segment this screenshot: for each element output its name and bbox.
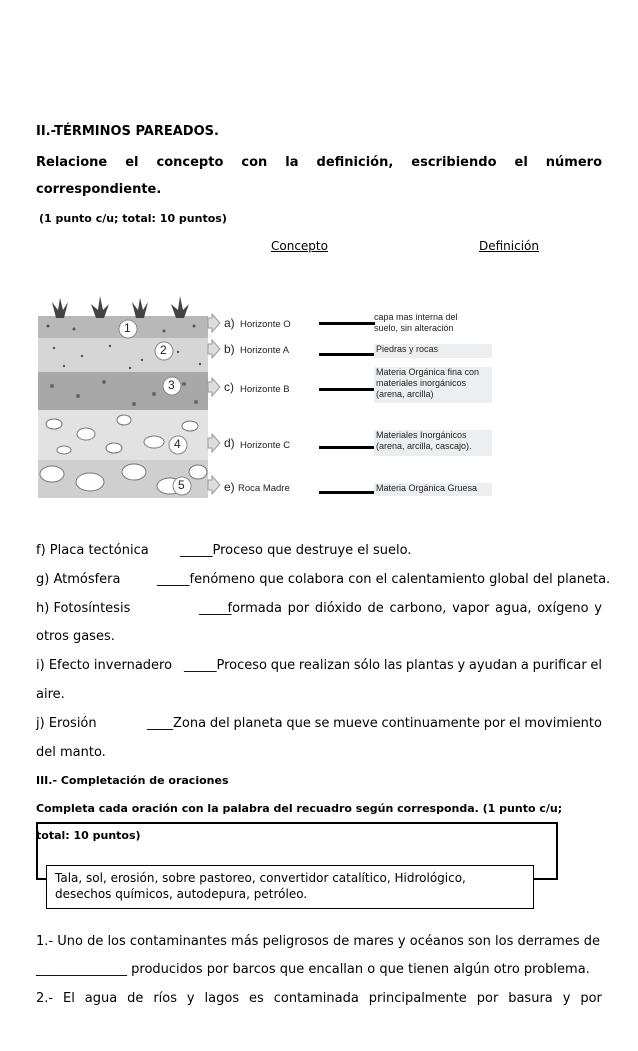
definition-box: Materia Orgánica Gruesa [374,483,492,496]
question-word: basura [508,991,553,1006]
instruction-word: el [125,155,139,170]
question-word: agua [84,991,118,1006]
pair-item-f [36,543,149,558]
question-word: por [580,991,602,1006]
definition-word: del [209,716,230,731]
definition-word: oxígeno [537,601,589,616]
section-3-instruction: Completa cada oración con la palabra del recuadro según corresponda. (1 punto c/u; [36,802,563,815]
horizon-letter-c: c) [224,380,234,394]
definition-word: ayudan [468,658,518,673]
pair-item-j [36,716,97,731]
figure-number-4: 4 [174,437,181,451]
pair-item-g [36,572,121,587]
question-word: es [249,991,264,1006]
answer-blank[interactable]: _____ [199,601,232,616]
pair-item-i [36,658,172,673]
pair-definition-g [157,572,610,587]
definition-word: que [286,716,311,731]
definition-word: purificar [532,658,587,673]
definition-word: vapor [452,601,490,616]
definition-word: se [314,716,330,731]
definition-word: mueve [333,716,378,731]
pair-definition-i [184,658,602,673]
question-word: contaminada [273,991,359,1006]
section-2-instruction [36,155,602,170]
horizon-letter-d: d) [224,436,235,450]
pair-definition-i-cont: aire. [36,687,65,702]
instruction-word: Relacione [36,155,108,170]
definition-word: el [590,658,602,673]
definition-word: que [270,658,296,673]
horizon-letter-a: a) [224,316,235,330]
question-word: El [63,991,75,1006]
horizon-label-a: Horizonte A [240,345,290,356]
section-3-heading: III.- Completación de oraciones [36,774,229,787]
question-word: y [562,991,571,1006]
definition-word: el [509,716,521,731]
definition-word: plantas [405,658,454,673]
concept-label: j) Erosión [36,716,97,731]
concept-label: f) Placa tectónica [36,543,149,558]
pair-item-h [36,601,130,616]
answer-line [319,322,375,325]
answer-line [319,446,375,449]
section-3-instruction-cont: total: 10 puntos) [36,829,141,842]
definition-text: fenómeno que colabora con el calentamiento global del planeta. [189,572,611,587]
pair-definition-j-cont: del manto. [36,745,106,760]
instruction-word: escribiendo [411,155,497,170]
definition-word: planeta [233,716,283,731]
horizon-label-b: Horizonte B [240,384,290,395]
definition-word: realizan [298,658,351,673]
pair-definition-j [147,716,602,731]
question-word: y [186,991,195,1006]
horizon-letter-e: e) [224,480,235,494]
horizon-label-c: Horizonte C [240,440,291,451]
definition-word: a [520,658,529,673]
definition-box: capa mas interna del suelo, sin alteración [374,312,458,333]
figure-number-2: 2 [160,343,167,357]
definition-word: Proceso [216,658,267,673]
answer-blank[interactable]: _____ [180,543,213,558]
definition-word: y [594,601,602,616]
question-word: por [476,991,499,1006]
concept-label: h) Fotosíntesis [36,601,131,616]
soil-horizons-figure [34,296,534,504]
pair-definition-h [199,601,602,616]
horizon-label-o: Horizonte O [240,319,291,330]
question-word: ríos [153,991,177,1006]
definition-word: dióxido [314,601,362,616]
definition-text [173,716,602,731]
definition-box: Piedras y rocas [374,344,492,358]
question-word: 2.- [36,991,54,1006]
answer-blank[interactable]: _____ [157,572,190,587]
definition-text: Proceso que destruye el suelo. [212,543,412,558]
definition-box: Materia Orgánica fina con materiales inorgánicos (arena, arcilla) [374,367,492,403]
pair-definition-f [180,543,412,558]
section-2-points: (1 punto c/u; total: 10 puntos) [39,212,227,225]
definition-word: movimiento [524,716,602,731]
figure-number-5: 5 [178,478,185,492]
definition-word: y [457,658,466,673]
instruction-word: definición, [316,155,394,170]
question-word: lagos [204,991,240,1006]
definition-word: por [483,716,506,731]
definition-word: agua, [495,601,532,616]
definition-word: continuamente [381,716,480,731]
definition-word: carbono, [389,601,447,616]
question-1-line-1: 1.- Uno de los contaminantes más peligrosos de mares y océanos son los derrames de [36,934,600,949]
question-1-line-2: ______________ producidos por barcos que encallan o que tienen algún otro problema. [36,962,590,977]
definition-box: Materiales Inorgánicos (arena, arcilla, cascajo). [374,430,492,456]
instruction-word: el [514,155,528,170]
word-bank-line: Tala, sol, erosión, sobre pastoreo, convertidor catalítico, Hidrológico, [55,871,466,885]
instruction-word: número [545,155,602,170]
definition-word: por [287,601,310,616]
answer-line [319,491,375,494]
answer-line [319,388,375,391]
column-header-definicion: Definición [479,239,539,253]
definition-word: Zona [173,716,207,731]
instruction-word: la [285,155,299,170]
question-2-line-1 [36,991,602,1006]
word-bank-line: desechos químicos, autodepura, petróleo. [55,887,308,901]
concept-label: g) Atmósfera [36,572,121,587]
definition-word: sólo [353,658,381,673]
word-bank-box [46,865,534,909]
instruction-word: concepto [156,155,224,170]
section-2-instruction-cont: correspondiente. [36,182,162,197]
figure-number-3: 3 [168,378,175,392]
answer-blank[interactable]: ____ [147,716,173,731]
definition-word: de [367,601,384,616]
horizon-letter-b: b) [224,342,235,356]
question-word: principalmente [368,991,467,1006]
column-header-concepto: Concepto [271,239,328,253]
question-word: de [127,991,144,1006]
definition-word: formada [227,601,282,616]
definition-text [228,601,603,616]
section-2-heading: II.-TÉRMINOS PAREADOS. [36,124,219,139]
definition-word: las [383,658,403,673]
concept-label: i) Efecto invernadero [36,658,173,673]
definition-text [217,658,603,673]
figure-number-1: 1 [124,321,131,335]
pair-definition-h-cont: otros gases. [36,629,115,644]
horizon-label-roca-madre: Roca Madre [238,483,290,494]
instruction-word: con [241,155,268,170]
answer-blank[interactable]: _____ [184,658,217,673]
answer-line [319,353,375,356]
